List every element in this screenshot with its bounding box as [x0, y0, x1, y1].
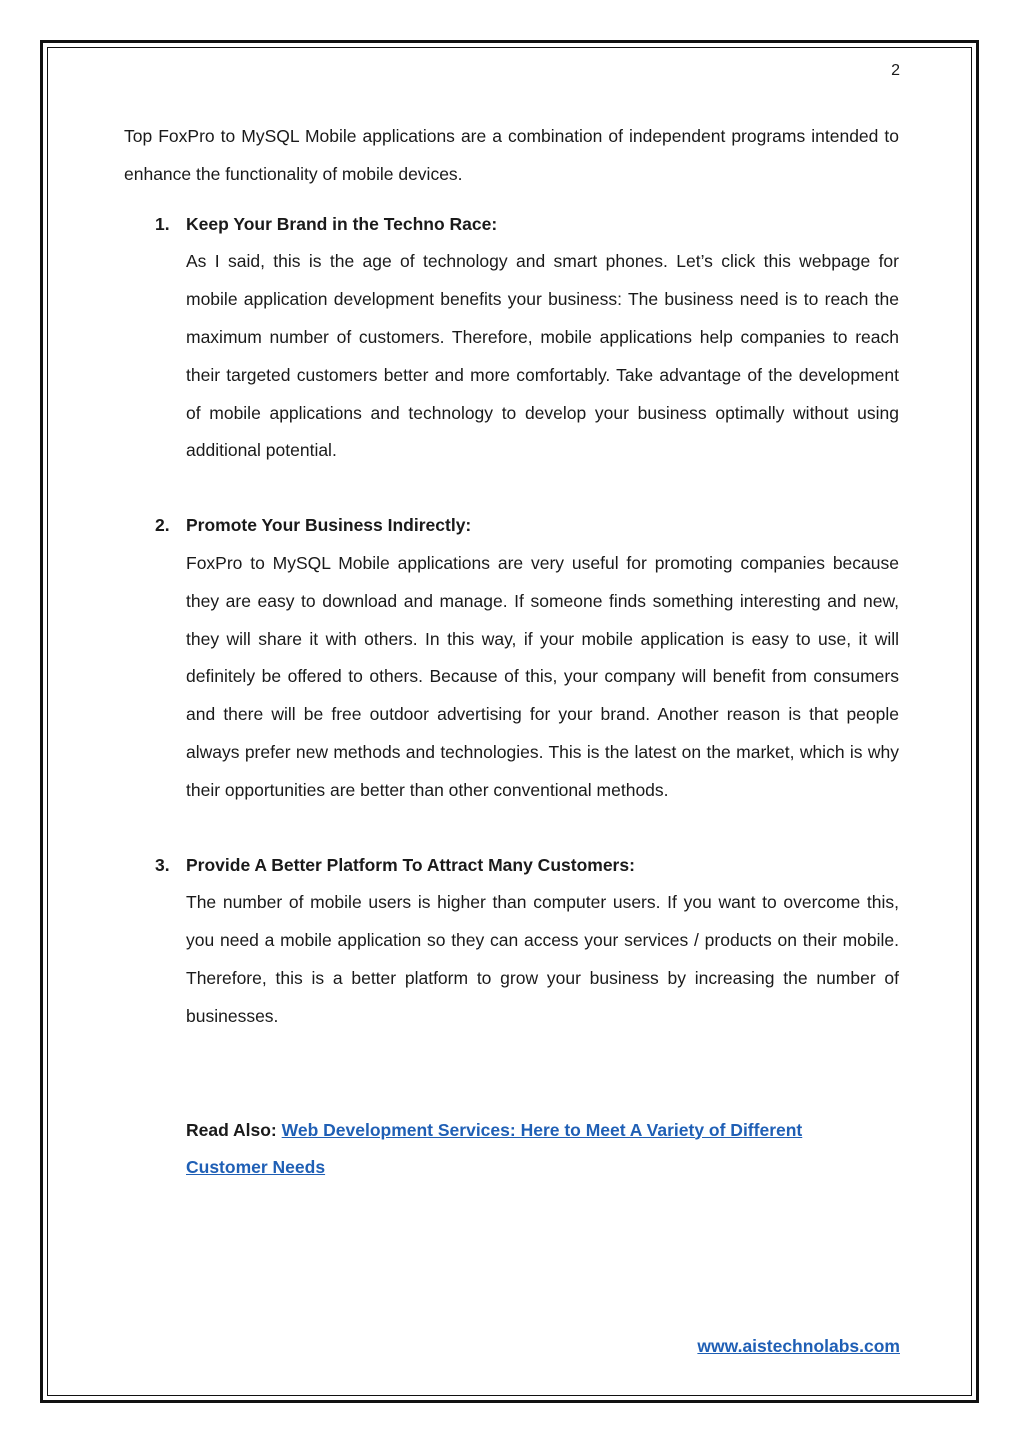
- read-also-link[interactable]: Web Development Services: Here to Meet A Variety of Different Customer Needs: [186, 1119, 803, 1178]
- section-title: Provide A Better Platform To Attract Many Customers:: [186, 854, 635, 875]
- read-also: [124, 1112, 846, 1188]
- section-number: 1.: [155, 213, 170, 234]
- section-promote-business: [124, 507, 899, 809]
- section-title: Keep Your Brand in the Techno Race:: [186, 213, 498, 234]
- section-title: Promote Your Business Indirectly:: [186, 515, 472, 536]
- section-body: As I said, this is the age of technology and smart phones. Let’s click this webpage for mobile application development benefits your business: The business need is to reach the maximum number of customers. Therefore, mobile applications help companies to reach their targeted customers better and more comfortably. Take advantage of the development of mobile applications and technology to develop your business optimally without using additional potential.: [186, 251, 899, 461]
- footer-website-link[interactable]: www.aistechnolabs.com: [697, 1336, 900, 1356]
- section-body: The number of mobile users is higher than computer users. If you want to overcome this, you need a mobile application so they can access your services / products on their mobile. Therefore, this is a better platform to grow your business by increasing the number of businesses.: [186, 892, 899, 1026]
- document-body: [124, 118, 899, 1187]
- section-number: 3.: [155, 854, 170, 875]
- section-better-platform: [124, 847, 899, 1036]
- intro-paragraph: Top FoxPro to MySQL Mobile applications are a combination of independent programs intended to enhance the functionality of mobile devices.: [124, 126, 899, 184]
- page-number: 2: [891, 62, 900, 79]
- section-body: FoxPro to MySQL Mobile applications are very useful for promoting companies because they are easy to download and manage. If someone finds something interesting and new, they will share it with others. In this way, if your mobile application is easy to use, it will definitely be offered to others. Because of this, your company will benefit from consumers and there will be free outdoor advertising for your brand. Another reason is that people always prefer new methods and technologies. This is the latest on the market, which is why their opportunities are better than other conventional methods.: [186, 552, 899, 800]
- section-brand-techno-race: [124, 206, 899, 471]
- read-also-label: Read Also:: [186, 1119, 277, 1140]
- section-number: 2.: [155, 515, 170, 536]
